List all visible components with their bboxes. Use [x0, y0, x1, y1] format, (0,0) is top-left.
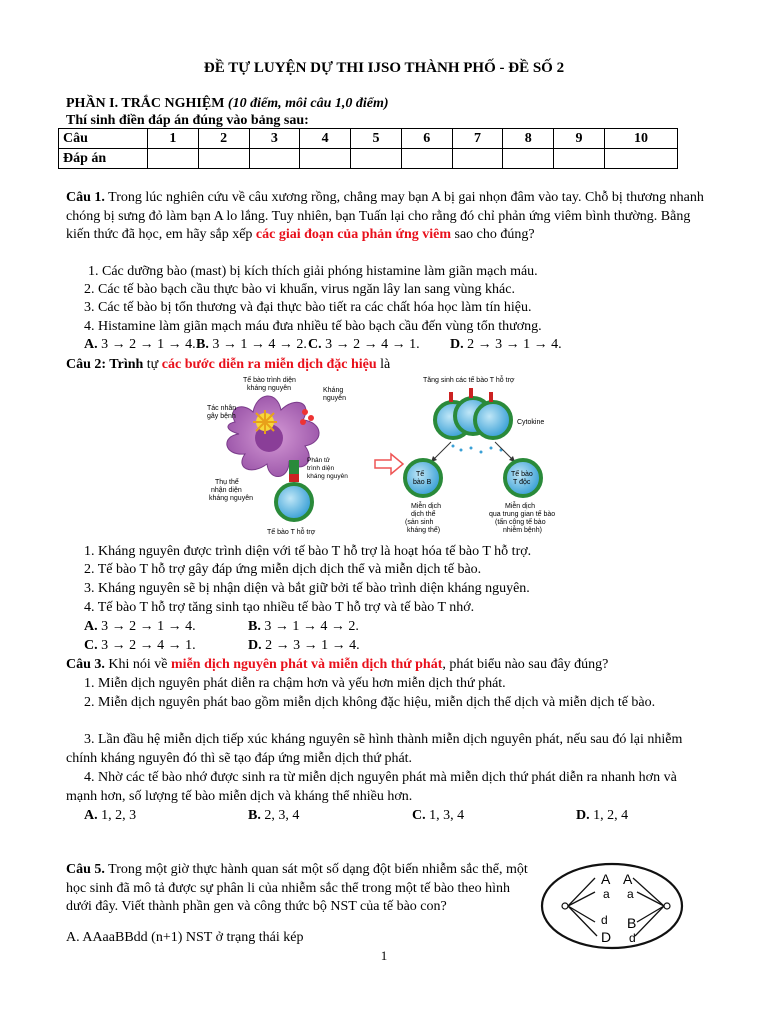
- option-value: 3 → 2 → 1 → 4.: [97, 337, 196, 352]
- label-tcyto: Tế bào: [511, 471, 533, 478]
- table-cell-label: Đáp án: [59, 149, 148, 169]
- q1-highlight: các giai đoạn của phản ứng viêm: [255, 227, 452, 242]
- q3-item-3: 3. Lần đầu hệ miễn dịch tiếp xúc kháng nguyên sẽ hình thành miễn dịch nguyên phát, nếu sau đó lại nhiễm chính kháng nguyên đó thì sẽ tạo đáp ứng miễn dịch thứ phát.: [66, 732, 683, 766]
- q2-option-c: [84, 637, 196, 655]
- table-cell: 8: [503, 129, 554, 149]
- label-bcell-2: bào B: [413, 479, 432, 486]
- q1-stem: [66, 189, 706, 245]
- chromosome-division-figure: [537, 860, 687, 952]
- answer-cell: [198, 149, 249, 169]
- option-key: C.: [84, 638, 98, 653]
- label-apc: Tế bào trình diện: [243, 377, 296, 384]
- q3-text-a: Khi nói về: [104, 657, 172, 672]
- answer-cell: [452, 149, 503, 169]
- q5-option-a: A. AAaaBBdd (n+1) NST ở trạng thái kép: [66, 930, 304, 945]
- q2-item: 2. Tế bào T hỗ trợ gây đáp ứng miễn dịch dịch thể và miễn dịch tế bào.: [84, 562, 482, 577]
- table-cell: 1: [148, 129, 199, 149]
- q3-option-b: [248, 807, 299, 825]
- answer-cell: [401, 149, 452, 169]
- q1-text-a: Trong lúc nghiên cứu về câu xương rồng, chẳng may bạn A bị gai nhọn đâm vào tay. Chỗ bị thương nhanh chóng bị sưng đỏ làm bạn A lo lắng. Tuy nhiên, bạn Tuấn lại cho rằng đó chỉ phản ứng viêm bình thường. Bằng kiến thức đã học, em hãy sắp xếp: [66, 190, 704, 242]
- q1-item: 2. Các tế bào bạch cầu thực bào vi khuẩn, virus ngăn lây lan sang vùng khác.: [84, 282, 515, 297]
- page-title: ĐỀ TỰ LUYỆN DỰ THI IJSO THÀNH PHỐ - ĐỀ SỐ 2: [203, 60, 565, 76]
- option-key: B.: [248, 808, 261, 823]
- option-value: 2 → 3 → 1 → 4.: [463, 337, 562, 352]
- gene-D: D: [601, 929, 612, 945]
- label-receptor-3: kháng nguyên: [209, 495, 253, 502]
- q5-text: Trong một giờ thực hành quan sát một số dạng đột biến nhiễm sắc thể, một học sinh đã mô tả được sự phân li của nhiễm sắc thể trong một tế bào theo hình dưới đây. Viết thành phần gen và công thức bộ NST của tế bào con?: [66, 862, 528, 914]
- q2-label: Câu 2:: [66, 357, 107, 372]
- label-pathogen-2: gây bệnh: [207, 413, 236, 420]
- part1-heading: PHẦN I. TRẮC NGHIỆM: [66, 96, 225, 111]
- pathogen-icon: [253, 410, 277, 434]
- label-bcell: Tế: [416, 471, 425, 478]
- q1-item: 4. Histamine làm giãn mạch máu đưa nhiều tế bào bạch cầu đến vùng tổn thương.: [84, 319, 542, 334]
- q3-item-1: 1. Miễn dịch nguyên phát diễn ra chậm hơn và yếu hơn miễn dịch thứ phát.: [84, 676, 506, 691]
- proliferating-t-cells: [435, 388, 511, 438]
- option-key: C.: [412, 808, 426, 823]
- page-number: 1: [380, 948, 388, 963]
- table-cell: 7: [452, 129, 503, 149]
- q2-highlight: các bước diễn ra miễn dịch đặc hiệu: [161, 357, 377, 372]
- label-tcyto-2: T độc: [513, 479, 531, 486]
- label-humoral-note: (sản sinh: [405, 519, 434, 526]
- option-value: 3 → 2 → 1 → 4.: [97, 619, 196, 634]
- q1-option-d: [450, 336, 562, 354]
- q2-text-a2: tự: [146, 357, 162, 372]
- option-key: B.: [248, 619, 261, 634]
- q2-option-d: [248, 637, 360, 655]
- label-pathogen: Tác nhân: [207, 405, 237, 412]
- label-humoral-2: dịch thể: [411, 511, 436, 518]
- label-thelper: Tế bào T hỗ trợ: [267, 529, 316, 536]
- part1-instruction: Thí sinh điền đáp án đúng vào bảng sau:: [66, 113, 309, 128]
- q3-option-a: [84, 807, 136, 825]
- table-cell: 9: [554, 129, 605, 149]
- label-cellular-note-2: nhiễm bệnh): [503, 527, 542, 534]
- label-prolif: Tăng sinh các tế bào T hỗ trợ: [423, 377, 515, 384]
- label-cellular: Miễn dịch: [505, 503, 535, 510]
- q1-option-b: [196, 336, 307, 354]
- q2-item: 1. Kháng nguyên được trình diện với tế bào T hỗ trợ là hoạt hóa tế bào T hỗ trợ.: [84, 544, 532, 559]
- answer-cell: [503, 149, 554, 169]
- option-value: 3 → 1 → 4 → 2.: [260, 619, 359, 634]
- part1-heading-line: [66, 95, 706, 113]
- label-cellular-2: qua trung gian tế bào: [489, 511, 556, 518]
- table-cell: 5: [351, 129, 402, 149]
- table-cell: 6: [401, 129, 452, 149]
- answer-cell: [351, 149, 402, 169]
- option-key: D.: [576, 808, 590, 823]
- label-humoral: Miễn dịch: [411, 503, 441, 510]
- q3-item-2: 2. Miễn dịch nguyên phát bao gồm miễn dịch không đặc hiệu, miễn dịch thể dịch và miễn dịch tế bào.: [84, 695, 656, 710]
- q1-option-c: [308, 336, 420, 354]
- label-antigen-2: nguyên: [323, 395, 346, 402]
- table-cell: 3: [249, 129, 300, 149]
- q3-text-b: , phát biểu nào sau đây đúng?: [442, 657, 609, 672]
- tcr-receptor-icon: [289, 474, 299, 482]
- gene-a-right: a: [627, 887, 634, 901]
- option-value: 3 → 2 → 4 → 1.: [97, 638, 196, 653]
- label-mhc-3: kháng nguyên: [307, 473, 348, 480]
- q1-item: 1. Các dưỡng bào (mast) bị kích thích giải phóng histamine làm giãn mạch máu.: [88, 264, 538, 279]
- label-receptor: Thụ thể: [215, 479, 239, 486]
- option-key: A.: [84, 337, 98, 352]
- q2-item: 3. Kháng nguyên sẽ bị nhận diện và bắt giữ bởi tế bào trình diện kháng nguyên.: [84, 581, 530, 596]
- option-value: 1, 2, 4: [589, 808, 629, 823]
- label-humoral-note-2: kháng thể): [407, 527, 441, 534]
- q5-stem: [66, 861, 528, 917]
- q3-label: Câu 3.: [66, 657, 105, 672]
- option-key: C.: [308, 337, 322, 352]
- gene-A-right: A: [623, 871, 633, 887]
- option-value: 3 → 2 → 4 → 1.: [321, 337, 420, 352]
- cytokine-dots: [452, 445, 503, 454]
- option-key: D.: [450, 337, 464, 352]
- q2-item: 4. Tế bào T hỗ trợ tăng sinh tạo nhiều tế bào T hỗ trợ và tế bào T nhớ.: [84, 600, 475, 615]
- label-apc-2: kháng nguyên: [247, 385, 291, 392]
- t-cytotoxic-cell-icon: [505, 460, 541, 496]
- option-value: 1, 2, 3: [97, 808, 137, 823]
- t-helper-cell-icon: [276, 484, 312, 520]
- b-cell-icon: [405, 460, 441, 496]
- label-antigen: Kháng: [323, 387, 344, 394]
- gene-B: B: [627, 915, 637, 931]
- part1-score: (10 điểm, môi câu 1,0 điểm): [227, 96, 389, 111]
- option-key: A.: [84, 808, 98, 823]
- q2-text-a: Trình: [106, 357, 147, 372]
- gene-A-left: A: [601, 871, 611, 887]
- option-value: 1, 3, 4: [425, 808, 465, 823]
- option-key: D.: [248, 638, 262, 653]
- q2-option-a: [84, 618, 196, 636]
- q1-label: Câu 1.: [66, 190, 105, 205]
- table-cell: Câu: [59, 129, 148, 149]
- mhc-molecule-icon: [289, 460, 299, 474]
- q3-item-4: 4. Nhờ các tế bào nhớ được sinh ra từ miễn dịch nguyên phát mà miễn dịch thứ phát diễn ra nhanh hơn và mạnh hơn, số lượng tế bào miễn dịch và kháng thể nhiều hơn.: [66, 770, 677, 804]
- label-mhc-2: trình diện: [307, 465, 335, 472]
- q3-option-c: [412, 807, 464, 825]
- answer-cell: [148, 149, 199, 169]
- answer-cell: [300, 149, 351, 169]
- answer-cell: [249, 149, 300, 169]
- q3-option-d: [576, 807, 628, 825]
- q3-highlight: miễn dịch nguyên phát và miễn dịch thứ phát: [171, 657, 443, 672]
- table-cell: 4: [300, 129, 351, 149]
- q1-item: 3. Các tế bào bị tổn thương và đại thực bào tiết ra các chất hóa học làm tín hiệu.: [84, 300, 532, 315]
- option-key: A.: [84, 619, 98, 634]
- q1-text-b: sao cho đúng?: [451, 227, 535, 242]
- answer-cell: [554, 149, 605, 169]
- label-cytokine: Cytokine: [517, 419, 545, 426]
- table-cell: 2: [198, 129, 249, 149]
- answer-table-header-row: [59, 129, 678, 149]
- q1-option-a: [84, 336, 196, 354]
- option-value: 3 → 1 → 4 → 2.: [208, 337, 307, 352]
- answer-cell: [604, 149, 677, 169]
- answer-table: [58, 128, 678, 169]
- label-mhc: Phân tử: [307, 457, 331, 464]
- arrow-icon: [375, 454, 403, 474]
- q2-text-b: là: [376, 357, 391, 372]
- q5-label: Câu 5.: [66, 862, 105, 877]
- label-cellular-note: (tấn công tế bào: [495, 519, 546, 526]
- option-key: B.: [196, 337, 209, 352]
- gene-a-left: a: [603, 887, 610, 901]
- gene-d-right: d: [629, 931, 636, 945]
- table-cell: 10: [604, 129, 677, 149]
- q3-stem: [66, 656, 706, 674]
- option-value: 2 → 3 → 1 → 4.: [261, 638, 360, 653]
- label-receptor-2: nhận diện: [211, 487, 242, 494]
- option-value: 2, 3, 4: [260, 808, 300, 823]
- q2-option-b: [248, 618, 359, 636]
- answer-table-answer-row: [59, 149, 678, 169]
- immune-response-figure: [205, 372, 565, 540]
- gene-d-left: d: [601, 913, 608, 927]
